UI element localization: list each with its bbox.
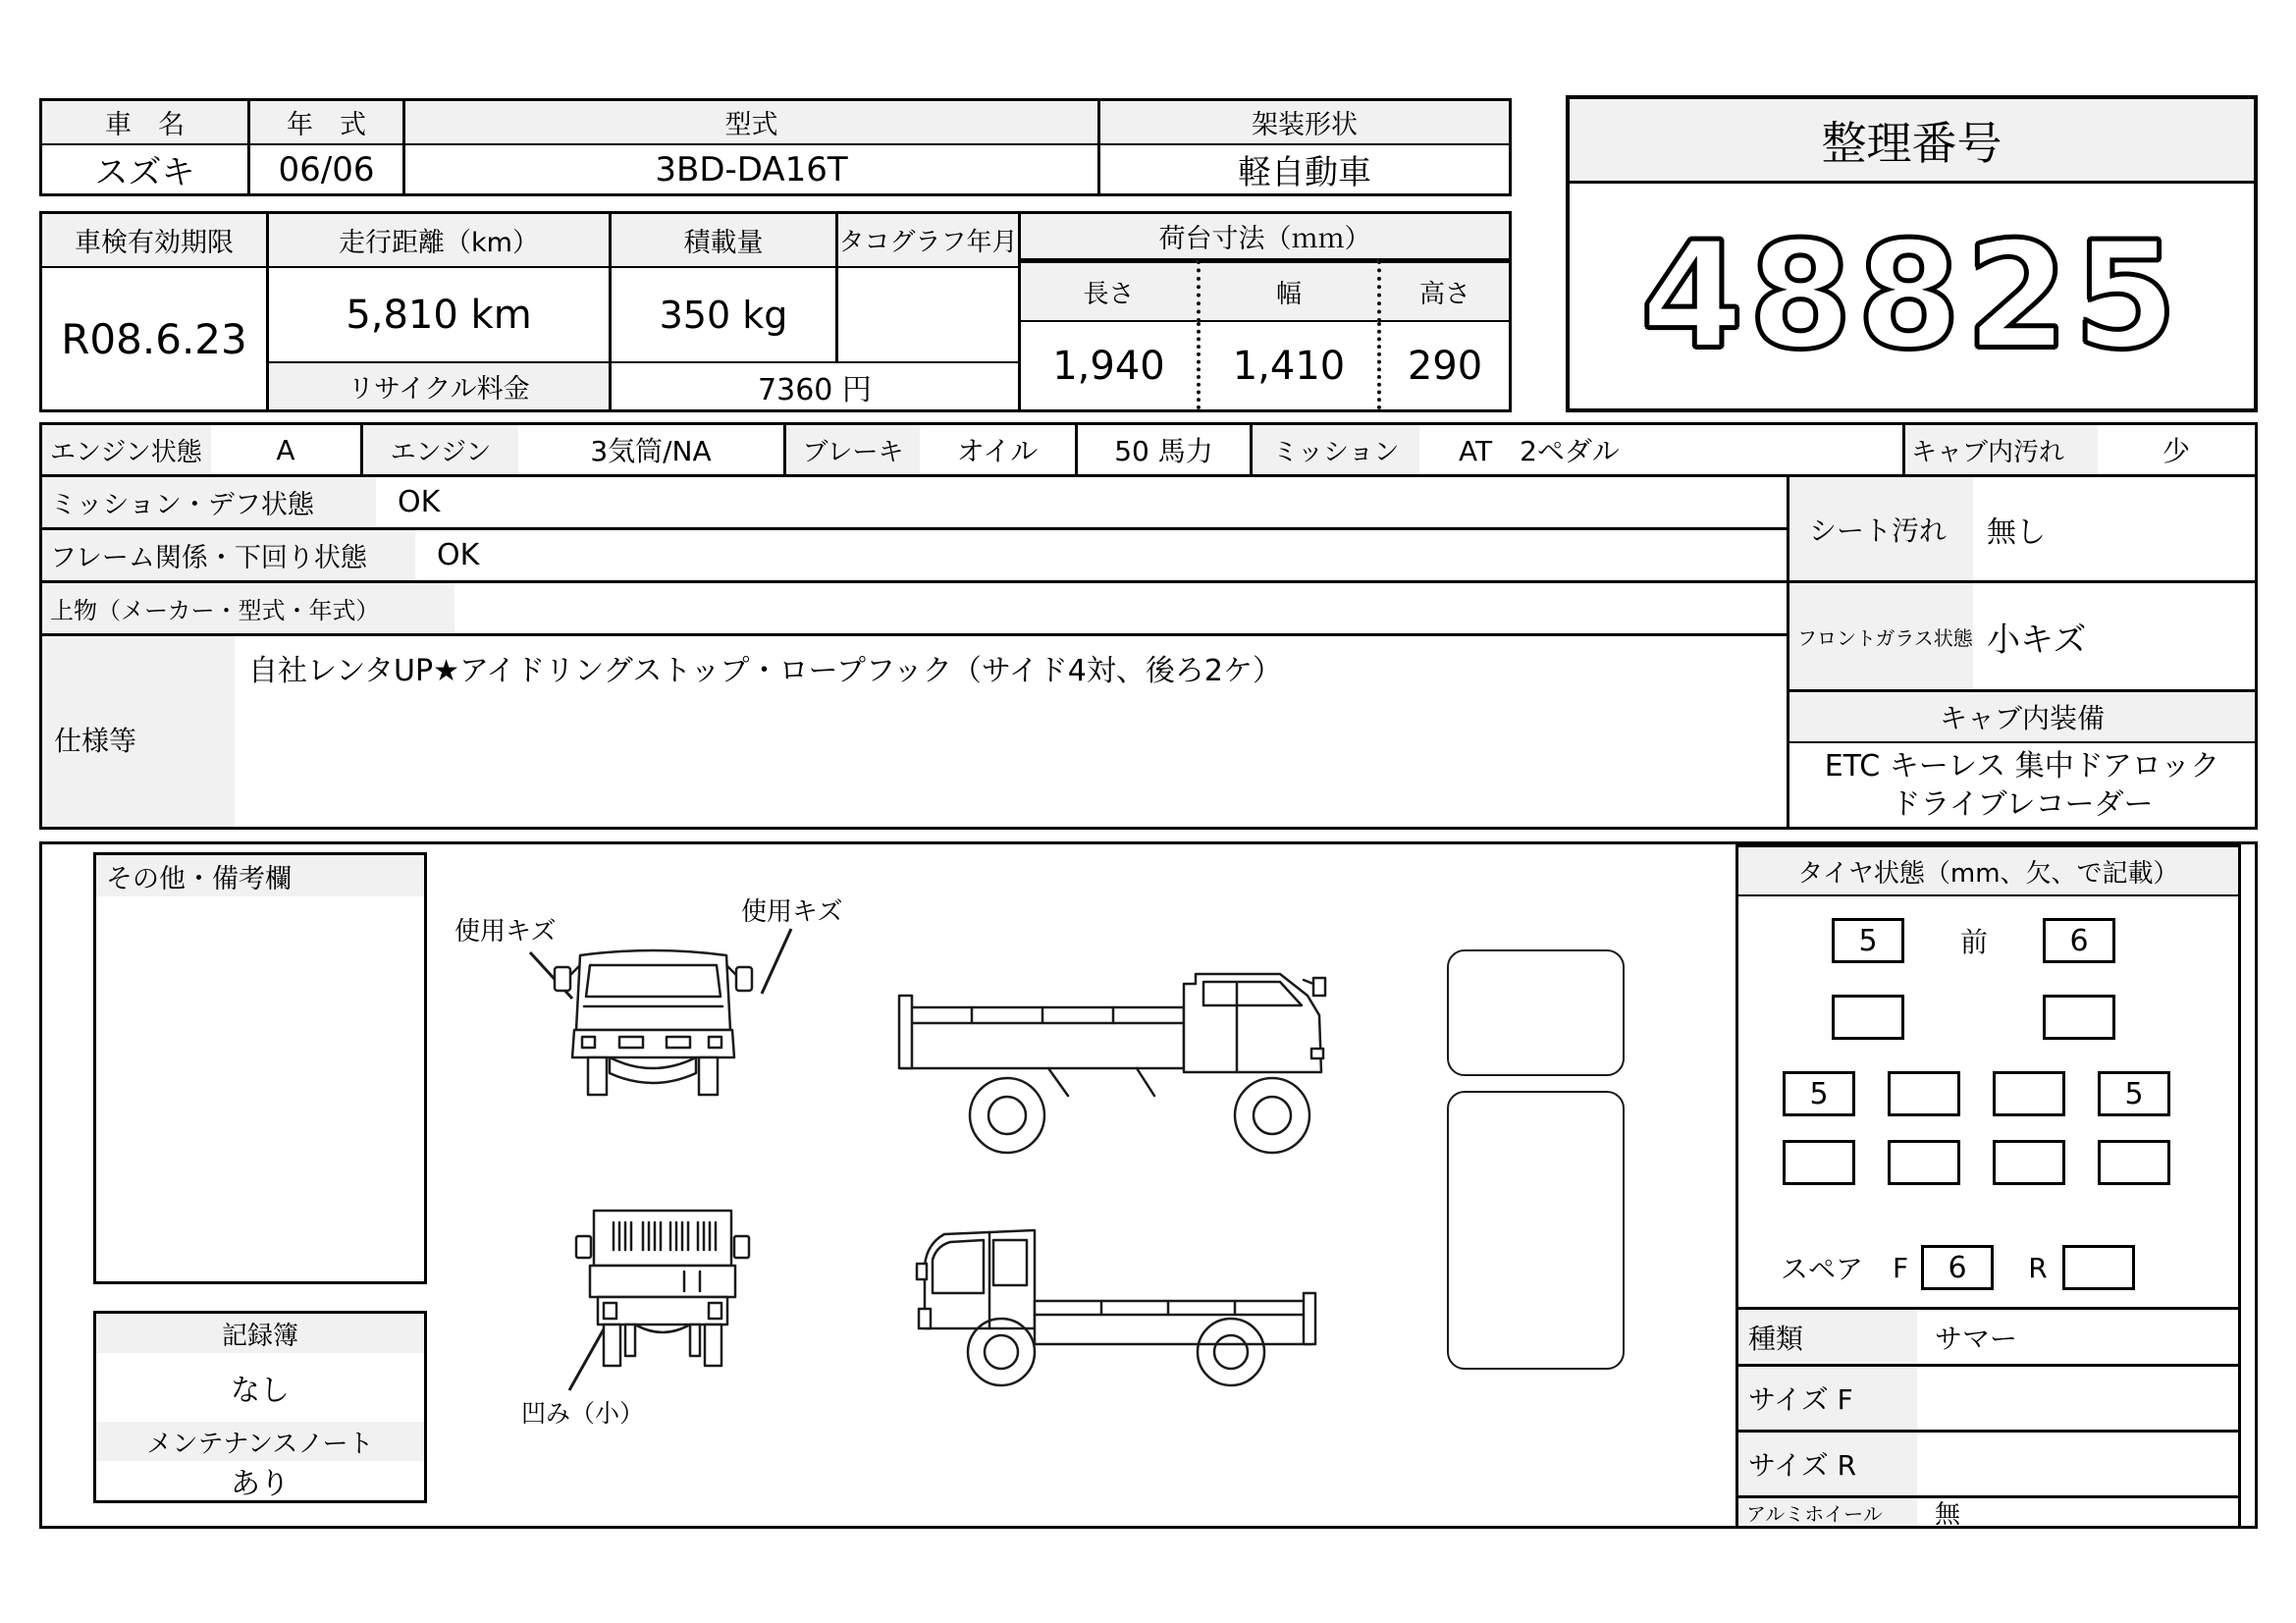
spec-text: 自社レンタUP★アイドリングストップ・ロープフック（サイド4対、後ろ2ケ） (248, 654, 1282, 688)
bed-length-value: 1,940 (1052, 343, 1165, 389)
tire-size-f-row (1738, 1367, 2238, 1433)
windshield-label: フロントガラス状態 (1789, 583, 1973, 689)
tire-condition-box (1735, 844, 2241, 1310)
truck-front-view (553, 936, 754, 1098)
spare-r-label: R (2028, 1251, 2048, 1284)
spare-f-label: F (1892, 1251, 1909, 1284)
tire-size-r-value (1917, 1433, 2238, 1495)
vehicle-model-header: 型式 (405, 101, 1100, 145)
payload-value: 350 kg (612, 268, 838, 361)
tire-box-front-right: 6 (2043, 918, 2115, 963)
spare-f-box: 6 (1921, 1245, 1994, 1290)
remarks-header: その他・備考欄 (96, 855, 424, 896)
tire-box-rear2-mid-left (1888, 1140, 1960, 1185)
ref-number-value: 48825 (1640, 210, 2183, 382)
ref-number-header: 整理番号 (1570, 99, 2254, 184)
engine-state-value: A (276, 433, 295, 466)
cab-top-view (1447, 949, 1625, 1076)
engine-value: 3気筒/NA (590, 435, 712, 467)
mission-cell (1250, 422, 1905, 477)
vehicle-name-value: スズキ (42, 145, 250, 193)
alloy-wheel-value: 無 (1935, 1499, 1961, 1530)
maintenance-value: あり (231, 1467, 290, 1501)
tire-box-rear-outer-left: 5 (1783, 1071, 1855, 1116)
bed-top-view (1447, 1091, 1625, 1370)
seat-dirt-label: シート汚れ (1789, 477, 1973, 580)
damage-label-right: 使用キズ (741, 897, 843, 927)
brake-label: ブレーキ (786, 425, 920, 474)
vehicle-body-value: 軽自動車 (1238, 153, 1371, 192)
bed-length-header: 長さ (1021, 260, 1197, 322)
frame-label: フレーム関係・下回り状態 (42, 530, 415, 580)
brake-value: オイル (956, 435, 1039, 467)
tire-box-rear-mid-right (1993, 1071, 2065, 1116)
vehicle-table (39, 98, 1512, 196)
recycle-fee-value: 7360 円 (612, 361, 1021, 409)
shaken-header: 車検有効期限 (42, 214, 269, 268)
frame-row (39, 527, 1789, 583)
diagram-section (39, 841, 2258, 1529)
tire-info-table (1735, 1310, 2241, 1530)
spec-row (39, 633, 1789, 830)
tacho-header: タコグラフ年月 (838, 214, 1021, 268)
tire-box-front-inner-right (2043, 995, 2115, 1040)
mission-diff-value: OK (398, 485, 441, 519)
tire-box-rear2-outer-left (1783, 1140, 1855, 1185)
vehicle-model-value: 3BD-DA16T (405, 145, 1100, 193)
tire-condition-header: タイヤ状態（mm、欠、で記載） (1738, 847, 2238, 896)
tire-box-rear-mid-left (1888, 1071, 1960, 1116)
tire-size-f-label: サイズ F (1738, 1367, 1917, 1430)
tire-size-r-label: サイズ R (1738, 1433, 1917, 1495)
bed-width-value: 1,410 (1197, 322, 1377, 409)
alloy-wheel-row (1738, 1498, 2238, 1530)
cab-dirt-label: キャブ内汚れ (1905, 425, 2098, 474)
spec-label: 仕様等 (54, 725, 137, 757)
dent-label: 凹み（小） (521, 1399, 645, 1428)
spec-label-cell (42, 636, 235, 827)
tire-type-row (1738, 1310, 2238, 1367)
body-info-label: 上物（メーカー・型式・年式） (42, 583, 454, 633)
horsepower-cell: 50 馬力 (1075, 422, 1253, 477)
tire-box-front-inner-left (1832, 995, 1904, 1040)
vehicle-body-header: 架装形状 (1100, 101, 1509, 145)
tire-box-rear-outer-right: 5 (2098, 1071, 2170, 1116)
spare-label: スペア (1780, 1253, 1863, 1285)
tire-box-rear2-mid-right (1993, 1140, 2065, 1185)
mission-value: AT 2ペダル (1459, 435, 1620, 467)
mission-diff-label: ミッション・デフ状態 (42, 477, 376, 527)
tire-size-r-row (1738, 1433, 2238, 1498)
engine-state-cell (39, 422, 363, 477)
cab-equip-cell (1787, 689, 2258, 830)
vehicle-year-header: 年 式 (250, 101, 405, 145)
tacho-value (838, 268, 1021, 361)
engine-state-label: エンジン状態 (42, 425, 211, 474)
ref-number-box (1566, 95, 2258, 412)
tire-type-value: サマー (1935, 1322, 2018, 1355)
vehicle-name-header: 車 名 (42, 101, 250, 145)
cab-equip-header: キャブ内装備 (1789, 692, 2255, 743)
truck-side-left-view (915, 1203, 1337, 1389)
bed-width-header: 幅 (1197, 260, 1377, 322)
body-info-row (39, 580, 1789, 636)
mileage-header: 走行距離（km） (269, 214, 612, 268)
damage-arrow-right (762, 929, 791, 994)
body-info-value (464, 583, 1053, 633)
maintenance-label: メンテナンスノート (96, 1422, 424, 1461)
shaken-value: R08.6.23 (42, 268, 269, 409)
vehicle-year-value: 06/06 (250, 145, 405, 193)
truck-side-right-view (891, 950, 1362, 1176)
payload-header: 積載量 (612, 214, 838, 268)
tire-type-label: 種類 (1738, 1310, 1917, 1364)
bed-dims-header: 荷台寸法（ｍｍ） (1021, 214, 1509, 260)
condition-table (39, 422, 2258, 830)
tire-box-front-left: 5 (1832, 918, 1904, 963)
alloy-wheel-label: アルミホイール (1738, 1498, 1917, 1526)
cab-equip-value: ETC キーレス 集中ドアロック ドライブレコーダー (1824, 748, 2220, 822)
mileage-value: 5,810 km (269, 268, 612, 361)
tire-box-rear2-outer-right (2098, 1140, 2170, 1185)
bed-height-value: 290 (1377, 322, 1509, 409)
recycle-fee-label: リサイクル料金 (269, 361, 612, 409)
tire-size-f-value (1917, 1367, 2238, 1430)
mission-diff-row (39, 474, 1789, 530)
windshield-cell (1787, 580, 2258, 692)
engine-cell (360, 422, 786, 477)
records-header: 記録簿 (96, 1314, 424, 1353)
frame-value: OK (437, 538, 480, 572)
seat-dirt-cell (1787, 474, 2258, 583)
inspection-table (39, 211, 1512, 412)
windshield-value: 小キズ (1987, 620, 2087, 660)
cab-dirt-cell (1902, 422, 2258, 477)
seat-dirt-value: 無し (1987, 514, 2046, 550)
truck-rear-view (574, 1201, 751, 1373)
brake-cell (783, 422, 1078, 477)
cab-dirt-value: 少 (2162, 435, 2190, 467)
records-value: なし (231, 1374, 290, 1408)
mission-label: ミッション (1253, 425, 1419, 474)
damage-label-left: 使用キズ (454, 917, 557, 947)
bed-height-header: 高さ (1377, 260, 1509, 322)
tire-front-label: 前 (1959, 926, 1988, 958)
spare-r-box (2062, 1245, 2135, 1290)
engine-label: エンジン (363, 425, 518, 474)
